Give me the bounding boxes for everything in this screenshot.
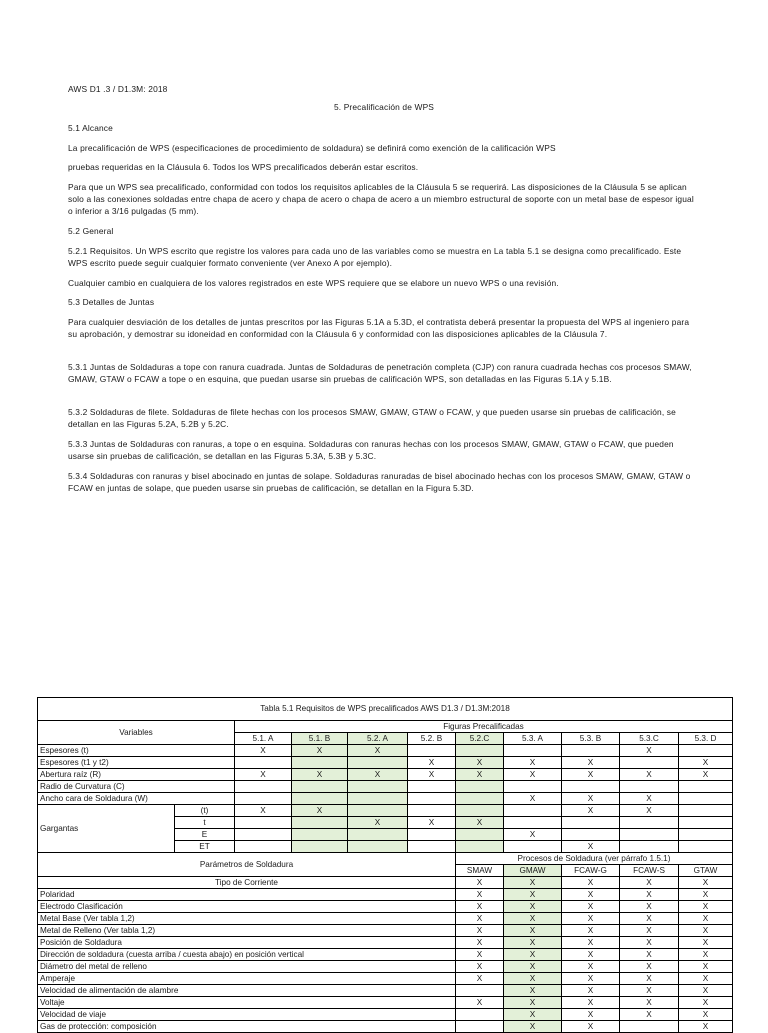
mark-cell: [292, 817, 348, 829]
mark-cell: X: [620, 877, 679, 889]
table-row: [38, 949, 733, 961]
process-column-header: GMAW: [504, 865, 562, 877]
mark-cell: X: [562, 757, 620, 769]
mark-cell: X: [562, 901, 620, 913]
parameter-label: Velocidad de alimentación de alambre: [38, 985, 456, 997]
table-row: [38, 781, 733, 793]
mark-cell: [456, 829, 504, 841]
mark-cell: X: [456, 997, 504, 1009]
table-row: [38, 757, 733, 769]
mark-cell: X: [679, 877, 733, 889]
mark-cell: [456, 793, 504, 805]
paragraph: Para cualquier desviación de los detalles de juntas prescritos por las Figuras 5.1A a 5.3D, el contratista deberá presentar la propuesta del WPS al ingeniero para su aprobación, y demostrar su idoneidad en conformidad con la Cláusula 6 y conformidad con las disposiciones aplicables de la Cláusula 7.: [68, 317, 690, 340]
mark-cell: X: [562, 769, 620, 781]
mark-cell: X: [235, 769, 292, 781]
mark-cell: [235, 757, 292, 769]
table-row: [38, 997, 733, 1009]
mark-cell: X: [562, 973, 620, 985]
mark-cell: X: [620, 793, 679, 805]
mark-cell: X: [408, 817, 456, 829]
mark-cell: X: [562, 961, 620, 973]
mark-cell: X: [456, 949, 504, 961]
mark-cell: X: [292, 745, 348, 757]
mark-cell: X: [679, 937, 733, 949]
mark-cell: [348, 781, 408, 793]
mark-cell: X: [456, 961, 504, 973]
mark-cell: [562, 829, 620, 841]
table-row: [38, 937, 733, 949]
mark-cell: X: [504, 769, 562, 781]
table-row: [38, 721, 733, 733]
table-row: [38, 853, 733, 865]
mark-cell: X: [456, 973, 504, 985]
mark-cell: X: [348, 769, 408, 781]
mark-cell: X: [456, 877, 504, 889]
mark-cell: [620, 781, 679, 793]
mark-cell: X: [235, 805, 292, 817]
paragraph: Cualquier cambio en cualquiera de los valores registrados en este WPS requiere que se elabore un nuevo WPS o una revisión.: [68, 278, 559, 288]
document-header: AWS D1 .3 / D1.3M: 2018: [68, 84, 168, 94]
mark-cell: X: [456, 925, 504, 937]
paragraph: 5.1 Alcance: [68, 123, 113, 133]
mark-cell: [456, 805, 504, 817]
mark-cell: [620, 817, 679, 829]
mark-cell: X: [679, 1021, 733, 1033]
mark-cell: [408, 745, 456, 757]
mark-cell: X: [562, 841, 620, 853]
mark-cell: [456, 841, 504, 853]
mark-cell: X: [504, 757, 562, 769]
mark-cell: X: [456, 817, 504, 829]
mark-cell: [679, 829, 733, 841]
table-row: [38, 793, 733, 805]
mark-cell: X: [504, 901, 562, 913]
process-column-header: GTAW: [679, 865, 733, 877]
mark-cell: X: [408, 769, 456, 781]
mark-cell: X: [679, 913, 733, 925]
mark-cell: X: [504, 877, 562, 889]
mark-cell: X: [679, 1009, 733, 1021]
mark-cell: X: [504, 889, 562, 901]
table-row: [38, 877, 733, 889]
figure-column-header: 5.1. A: [235, 733, 292, 745]
parameter-label: Electrodo Clasificación: [38, 901, 456, 913]
mark-cell: X: [504, 793, 562, 805]
mark-cell: X: [562, 949, 620, 961]
mark-cell: [679, 745, 733, 757]
mark-cell: X: [620, 985, 679, 997]
parameter-label: Amperaje: [38, 973, 456, 985]
mark-cell: [292, 793, 348, 805]
mark-cell: X: [408, 757, 456, 769]
process-column-header: FCAW-S: [620, 865, 679, 877]
mark-cell: X: [620, 949, 679, 961]
variable-label: Espesores (t1 y t2): [38, 757, 235, 769]
paragraph: 5.3.2 Soldaduras de filete. Soldaduras de filete hechas con los procesos SMAW, GMAW, GTAW o FCAW, y que pueden usarse sin pruebas de calificación, se detallan en las Figuras 5.2A, 5.2B y 5.2C.: [68, 407, 676, 430]
paragraph: 5.3.4 Soldaduras con ranuras y bisel abocinado en juntas de solape. Soldaduras ranuradas de bisel abocinado hechas con los procesos SMAW, GMAW, GTAW o FCAW en juntas de solape, que pueden usarse sin pruebas de calificación, se detallan en la Figura 5.3D.: [68, 471, 691, 494]
table-row: [38, 973, 733, 985]
mark-cell: X: [562, 1009, 620, 1021]
mark-cell: X: [562, 1021, 620, 1033]
mark-cell: [679, 793, 733, 805]
figure-column-header: 5.2. A: [348, 733, 408, 745]
mark-cell: X: [679, 997, 733, 1009]
process-column-header: SMAW: [456, 865, 504, 877]
mark-cell: X: [679, 973, 733, 985]
mark-cell: X: [620, 889, 679, 901]
table-row: [38, 889, 733, 901]
table-row: [38, 961, 733, 973]
mark-cell: [679, 781, 733, 793]
figure-column-header: 5.2. B: [408, 733, 456, 745]
variable-label: Radio de Curvatura (C): [38, 781, 235, 793]
mark-cell: [679, 817, 733, 829]
mark-cell: [348, 757, 408, 769]
mark-cell: X: [456, 769, 504, 781]
table-row: [38, 985, 733, 997]
mark-cell: X: [679, 757, 733, 769]
mark-cell: [408, 829, 456, 841]
mark-cell: X: [456, 913, 504, 925]
paragraph: 5.3.3 Juntas de Soldaduras con ranuras, a tope o en esquina. Soldaduras con ranuras hechas con los procesos SMAW, GMAW, GTAW o FCAW, que pueden usarse sin pruebas de calificación, se detallan en las Figuras 5.3A, 5.3B y 5.3C.: [68, 439, 674, 462]
mark-cell: [292, 841, 348, 853]
mark-cell: X: [504, 1009, 562, 1021]
mark-cell: X: [504, 913, 562, 925]
mark-cell: X: [679, 925, 733, 937]
mark-cell: X: [620, 913, 679, 925]
figure-column-header: 5.3. D: [679, 733, 733, 745]
mark-cell: [620, 841, 679, 853]
mark-cell: X: [348, 817, 408, 829]
mark-cell: [235, 829, 292, 841]
parameter-label: Gas de protección: composición: [38, 1021, 456, 1033]
mark-cell: [456, 1021, 504, 1033]
mark-cell: X: [562, 793, 620, 805]
mark-cell: [504, 817, 562, 829]
mark-cell: [348, 841, 408, 853]
mark-cell: X: [504, 973, 562, 985]
mark-cell: X: [504, 829, 562, 841]
table-title: Tabla 5.1 Requisitos de WPS precalificados AWS D1.3 / D1.3M:2018: [38, 698, 733, 721]
mark-cell: X: [562, 805, 620, 817]
figuras-header: Figuras Precalificadas: [235, 721, 733, 733]
mark-cell: [620, 829, 679, 841]
mark-cell: X: [504, 1021, 562, 1033]
mark-cell: X: [679, 889, 733, 901]
mark-cell: X: [456, 901, 504, 913]
mark-cell: [504, 745, 562, 757]
mark-cell: X: [456, 889, 504, 901]
mark-cell: [408, 793, 456, 805]
variable-label: Espesores (t): [38, 745, 235, 757]
mark-cell: X: [504, 949, 562, 961]
figure-column-header: 5.3. B: [562, 733, 620, 745]
mark-cell: X: [620, 901, 679, 913]
mark-cell: X: [620, 769, 679, 781]
parameter-label: Velocidad de viaje: [38, 1009, 456, 1021]
paragraph: 5.2 General: [68, 226, 114, 236]
mark-cell: X: [292, 805, 348, 817]
gargantas-sub-label: E: [175, 829, 235, 841]
variable-label: Abertura raíz (R): [38, 769, 235, 781]
table-row: [38, 1009, 733, 1021]
table-row: [38, 805, 733, 817]
mark-cell: [408, 841, 456, 853]
mark-cell: X: [504, 925, 562, 937]
mark-cell: X: [620, 961, 679, 973]
mark-cell: [408, 805, 456, 817]
mark-cell: [408, 781, 456, 793]
gargantas-sub-label: (t): [175, 805, 235, 817]
mark-cell: [348, 829, 408, 841]
mark-cell: [620, 1021, 679, 1033]
mark-cell: [620, 757, 679, 769]
variable-label: Ancho cara de Soldadura (W): [38, 793, 235, 805]
parameter-label: Polaridad: [38, 889, 456, 901]
mark-cell: X: [679, 901, 733, 913]
mark-cell: X: [620, 925, 679, 937]
mark-cell: [235, 781, 292, 793]
figure-column-header: 5.3.C: [620, 733, 679, 745]
mark-cell: [679, 841, 733, 853]
parameter-label: Metal de Relleno (Ver tabla 1,2): [38, 925, 456, 937]
table-row: [38, 901, 733, 913]
gargantas-label: Gargantas: [38, 805, 175, 853]
paragraph: 5.2.1 Requisitos. Un WPS escrito que registre los valores para cada uno de las variables como se muestra en La tabla 5.1 se designa como precalificado. Este WPS escrito puede seguir cualquier formato conveniente (ver Anexo A por ejemplo).: [68, 246, 682, 269]
mark-cell: X: [620, 973, 679, 985]
mark-cell: X: [235, 745, 292, 757]
parameter-label: Voltaje: [38, 997, 456, 1009]
procesos-header: Procesos de Soldadura (ver párrafo 1.5.1): [456, 853, 733, 865]
parameter-label: Tipo de Corriente: [38, 877, 456, 889]
mark-cell: X: [679, 949, 733, 961]
mark-cell: X: [562, 985, 620, 997]
parameter-label: Dirección de soldadura (cuesta arriba / cuesta abajo) en posición vertical: [38, 949, 456, 961]
mark-cell: X: [620, 997, 679, 1009]
mark-cell: [348, 793, 408, 805]
mark-cell: X: [504, 997, 562, 1009]
mark-cell: X: [562, 913, 620, 925]
mark-cell: X: [456, 937, 504, 949]
paragraph: La precalificación de WPS (especificaciones de procedimiento de soldadura) se definirá como exención de la calificación WPS: [68, 143, 556, 153]
variables-header: Variables: [38, 721, 235, 745]
mark-cell: X: [504, 985, 562, 997]
figure-column-header: 5.2.C: [456, 733, 504, 745]
mark-cell: X: [679, 985, 733, 997]
figure-column-header: 5.1. B: [292, 733, 348, 745]
mark-cell: X: [562, 937, 620, 949]
mark-cell: X: [620, 805, 679, 817]
table-row: [38, 913, 733, 925]
table-row: [38, 745, 733, 757]
mark-cell: [235, 841, 292, 853]
gargantas-sub-label: t: [175, 817, 235, 829]
table-row: [38, 925, 733, 937]
parameter-label: Posición de Soldadura: [38, 937, 456, 949]
mark-cell: [292, 757, 348, 769]
mark-cell: [292, 781, 348, 793]
mark-cell: X: [562, 997, 620, 1009]
mark-cell: [504, 805, 562, 817]
mark-cell: [562, 817, 620, 829]
gargantas-sub-label: ET: [175, 841, 235, 853]
mark-cell: X: [620, 937, 679, 949]
mark-cell: [504, 781, 562, 793]
section-title: 5. Precalificación de WPS: [333, 102, 435, 112]
parameter-label: Metal Base (Ver tabla 1,2): [38, 913, 456, 925]
mark-cell: [456, 781, 504, 793]
mark-cell: X: [562, 925, 620, 937]
paragraph: 5.3.1 Juntas de Soldaduras a tope con ranura cuadrada. Juntas de Soldaduras de penetración completa (CJP) con ranura cuadrada hechas cos procesos SMAW, GMAW, GTAW o FCAW a tope o en esquina, que puedan usarse sin pruebas de calificación WPS, son detalladas en las Figuras 5.1A y 5.1B.: [68, 362, 692, 385]
paragraph: pruebas requeridas en la Cláusula 6. Todos los WPS precalificados deberán estar escritos.: [68, 162, 419, 172]
mark-cell: [348, 805, 408, 817]
mark-cell: [235, 793, 292, 805]
mark-cell: [562, 745, 620, 757]
table-row: [38, 1021, 733, 1033]
table-row: [38, 698, 733, 721]
parametros-header: Parámetros de Soldadura: [38, 853, 456, 877]
mark-cell: X: [562, 889, 620, 901]
figure-column-header: 5.3. A: [504, 733, 562, 745]
wps-requirements-table: [37, 697, 733, 1033]
mark-cell: [504, 841, 562, 853]
paragraph: 5.3 Detalles de Juntas: [68, 297, 155, 307]
mark-cell: [456, 745, 504, 757]
mark-cell: X: [679, 769, 733, 781]
mark-cell: [292, 829, 348, 841]
mark-cell: X: [456, 757, 504, 769]
paragraph: Para que un WPS sea precalificado, conformidad con todos los requisitos aplicables de la Cláusula 5 se requerirá. Las disposiciones de la Cláusula 5 se aplican solo a las conexiones soldadas entre chapa de acero y chapa de acero o chapa de acero a un miembro estructural de soporte con un metal base de espesor igual o inferior a 3/16 pulgadas (5 mm).: [68, 182, 694, 217]
mark-cell: X: [562, 877, 620, 889]
mark-cell: [456, 1009, 504, 1021]
table-row: [38, 769, 733, 781]
mark-cell: X: [292, 769, 348, 781]
mark-cell: X: [620, 745, 679, 757]
mark-cell: [679, 805, 733, 817]
mark-cell: X: [348, 745, 408, 757]
mark-cell: [235, 817, 292, 829]
mark-cell: [562, 781, 620, 793]
parameter-label: Diámetro del metal de relleno: [38, 961, 456, 973]
mark-cell: X: [620, 1009, 679, 1021]
mark-cell: X: [504, 961, 562, 973]
mark-cell: X: [504, 937, 562, 949]
process-column-header: FCAW-G: [562, 865, 620, 877]
mark-cell: X: [679, 961, 733, 973]
mark-cell: [456, 985, 504, 997]
